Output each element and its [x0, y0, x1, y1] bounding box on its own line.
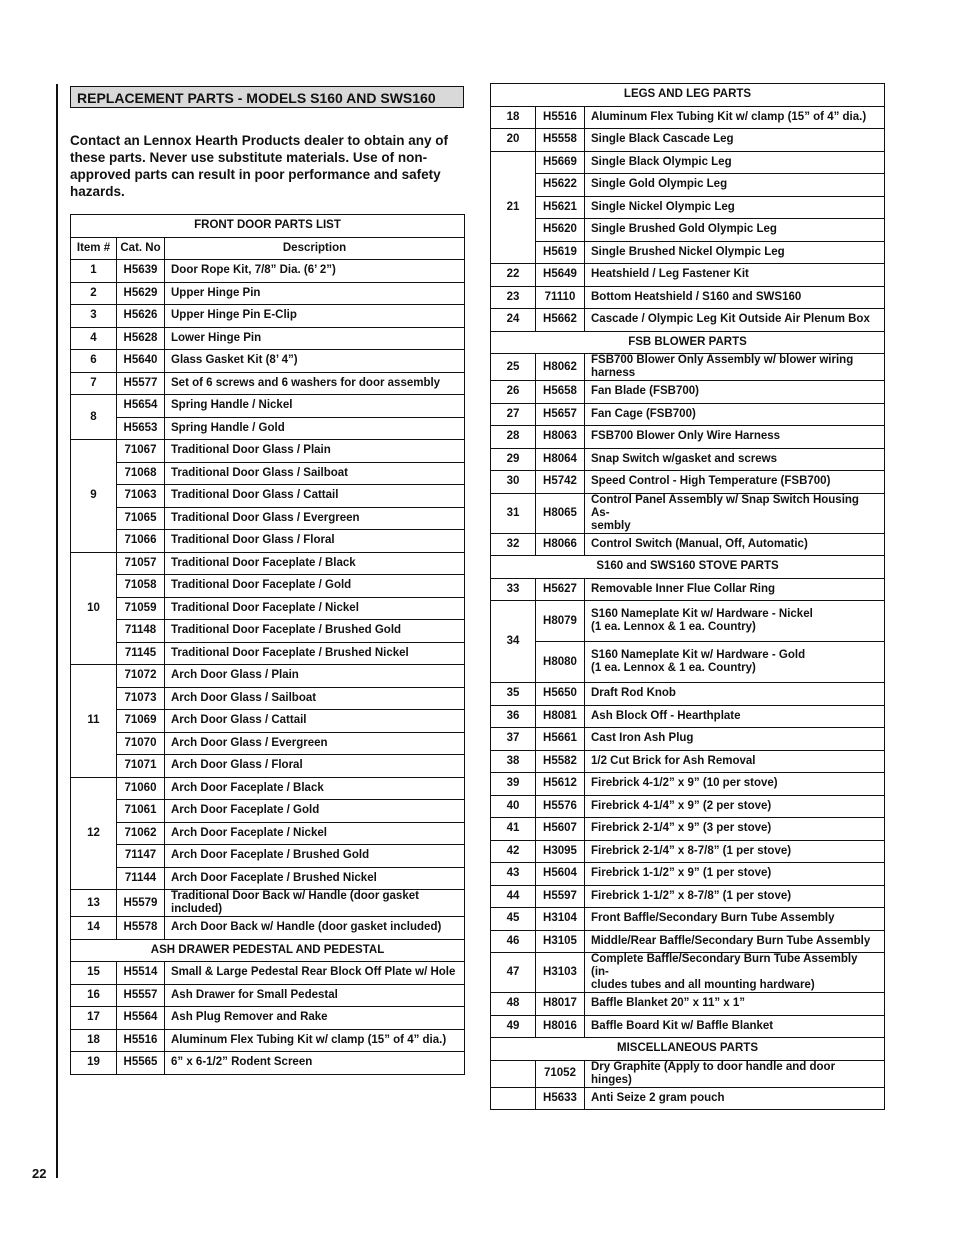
part-description: Arch Door Glass / Cattail [165, 710, 465, 733]
catalog-number: H5633 [536, 1087, 585, 1110]
catalog-number: 71147 [117, 845, 165, 868]
part-description: Upper Hinge Pin E-Clip [165, 305, 465, 328]
catalog-number: H3104 [536, 908, 585, 931]
catalog-number: H8062 [536, 354, 585, 381]
table-row [71, 1029, 465, 1052]
part-description: S160 Nameplate Kit w/ Hardware - Nickel (1 ea. Lennox & 1 ea. Country) [585, 601, 885, 642]
part-description: Arch Door Faceplate / Brushed Gold [165, 845, 465, 868]
part-description: Traditional Door Back w/ Handle (door gasket included) [165, 890, 465, 917]
catalog-number: 71060 [117, 777, 165, 800]
table-row [491, 286, 885, 309]
table-row [71, 822, 465, 845]
table-row [71, 755, 465, 778]
catalog-number: H5640 [117, 350, 165, 373]
catalog-number: H5661 [536, 728, 585, 751]
item-number: 7 [71, 372, 117, 395]
catalog-number: H5565 [117, 1052, 165, 1075]
catalog-number: H5627 [536, 578, 585, 601]
catalog-number: H5650 [536, 683, 585, 706]
catalog-number: H5564 [117, 1007, 165, 1030]
table-row [71, 417, 465, 440]
table-row [491, 863, 885, 886]
catalog-number: H5577 [117, 372, 165, 395]
section-header-row [71, 215, 465, 238]
part-description: Complete Baffle/Secondary Burn Tube Assembly (in- cludes tubes and all mounting hardware) [585, 953, 885, 993]
part-description: Fan Cage (FSB700) [585, 403, 885, 426]
catalog-number: 71062 [117, 822, 165, 845]
part-description: Spring Handle / Gold [165, 417, 465, 440]
table-row [71, 305, 465, 328]
part-description: Spring Handle / Nickel [165, 395, 465, 418]
table-row [491, 953, 885, 993]
part-description: Bottom Heatshield / S160 and SWS160 [585, 286, 885, 309]
catalog-number: H5626 [117, 305, 165, 328]
part-description: Traditional Door Glass / Floral [165, 530, 465, 553]
catalog-number: H5514 [117, 962, 165, 985]
table-row [491, 578, 885, 601]
item-number: 17 [71, 1007, 117, 1030]
item-number: 18 [491, 106, 536, 129]
column-header-row [71, 237, 465, 260]
part-description: Firebrick 4-1/2” x 9” (10 per stove) [585, 773, 885, 796]
catalog-number: 71072 [117, 665, 165, 688]
part-description: Middle/Rear Baffle/Secondary Burn Tube Assembly [585, 930, 885, 953]
catalog-number: H5669 [536, 151, 585, 174]
part-description: Traditional Door Glass / Sailboat [165, 462, 465, 485]
catalog-number: H5516 [536, 106, 585, 129]
item-number: 36 [491, 705, 536, 728]
item-number: 21 [491, 151, 536, 264]
table-row [491, 381, 885, 404]
section-header-row [491, 556, 885, 579]
part-description: Ash Plug Remover and Rake [165, 1007, 465, 1030]
part-description: Set of 6 screws and 6 washers for door assembly [165, 372, 465, 395]
section-header-row [491, 331, 885, 354]
table-row [71, 642, 465, 665]
table-row [491, 993, 885, 1016]
item-number: 24 [491, 309, 536, 332]
item-number: 33 [491, 578, 536, 601]
catalog-number: H5620 [536, 219, 585, 242]
part-description: Arch Door Faceplate / Brushed Nickel [165, 867, 465, 890]
table-row [71, 282, 465, 305]
part-description: Single Black Cascade Leg [585, 129, 885, 152]
table-row [491, 840, 885, 863]
section-heading: LEGS AND LEG PARTS [491, 84, 885, 107]
item-number: 18 [71, 1029, 117, 1052]
part-description: Arch Door Faceplate / Black [165, 777, 465, 800]
catalog-number: H8066 [536, 533, 585, 556]
part-description: Anti Seize 2 gram pouch [585, 1087, 885, 1110]
table-row [491, 196, 885, 219]
table-row [71, 575, 465, 598]
catalog-number: H5658 [536, 381, 585, 404]
item-number: 34 [491, 601, 536, 683]
part-description: Traditional Door Faceplate / Black [165, 552, 465, 575]
part-description: Firebrick 1-1/2” x 8-7/8” (1 per stove) [585, 885, 885, 908]
part-description: Arch Door Back w/ Handle (door gasket included) [165, 917, 465, 940]
table-row [491, 642, 885, 683]
item-number: 12 [71, 777, 117, 890]
catalog-number: 71063 [117, 485, 165, 508]
item-number: 13 [71, 890, 117, 917]
table-row [491, 885, 885, 908]
part-description: Arch Door Glass / Evergreen [165, 732, 465, 755]
item-number: 15 [71, 962, 117, 985]
part-description: Firebrick 4-1/4” x 9” (2 per stove) [585, 795, 885, 818]
section-heading: ASH DRAWER PEDESTAL AND PEDESTAL [71, 939, 465, 962]
item-number: 46 [491, 930, 536, 953]
part-description: Ash Drawer for Small Pedestal [165, 984, 465, 1007]
table-row [71, 777, 465, 800]
table-row [491, 493, 885, 533]
part-description: Removable Inner Flue Collar Ring [585, 578, 885, 601]
item-number: 6 [71, 350, 117, 373]
item-number: 22 [491, 264, 536, 287]
catalog-number: H5653 [117, 417, 165, 440]
catalog-number: 71067 [117, 440, 165, 463]
part-description: Traditional Door Faceplate / Nickel [165, 597, 465, 620]
catalog-number: 71110 [536, 286, 585, 309]
margin-rule [56, 84, 58, 1178]
table-row [491, 795, 885, 818]
item-number: 38 [491, 750, 536, 773]
part-description: Lower Hinge Pin [165, 327, 465, 350]
table-row [71, 1007, 465, 1030]
catalog-number: H5612 [536, 773, 585, 796]
table-row [71, 462, 465, 485]
item-number: 26 [491, 381, 536, 404]
part-description: Aluminum Flex Tubing Kit w/ clamp (15” of 4” dia.) [165, 1029, 465, 1052]
table-row [491, 1015, 885, 1038]
table-row [71, 867, 465, 890]
table-row [491, 773, 885, 796]
catalog-number: H3105 [536, 930, 585, 953]
table-row [71, 917, 465, 940]
catalog-number: 71145 [117, 642, 165, 665]
table-row [491, 533, 885, 556]
part-description: Aluminum Flex Tubing Kit w/ clamp (15” of 4” dia.) [585, 106, 885, 129]
item-number: 49 [491, 1015, 536, 1038]
table-row [491, 174, 885, 197]
catalog-number: H3095 [536, 840, 585, 863]
catalog-number: 71071 [117, 755, 165, 778]
item-number: 3 [71, 305, 117, 328]
table-row [491, 448, 885, 471]
item-number: 29 [491, 448, 536, 471]
table-row [491, 471, 885, 494]
section-heading: FRONT DOOR PARTS LIST [71, 215, 465, 238]
part-description: Firebrick 1-1/2” x 9” (1 per stove) [585, 863, 885, 886]
part-description: Dry Graphite (Apply to door handle and door hinges) [585, 1060, 885, 1087]
item-number: 41 [491, 818, 536, 841]
part-description: Traditional Door Glass / Evergreen [165, 507, 465, 530]
item-number: 1 [71, 260, 117, 283]
catalog-number: 71073 [117, 687, 165, 710]
catalog-number: H5607 [536, 818, 585, 841]
catalog-number: 71052 [536, 1060, 585, 1087]
part-description: Control Panel Assembly w/ Snap Switch Housing As- sembly [585, 493, 885, 533]
part-description: FSB700 Blower Only Wire Harness [585, 426, 885, 449]
part-description: Arch Door Glass / Plain [165, 665, 465, 688]
catalog-number: H8064 [536, 448, 585, 471]
catalog-number: H8080 [536, 642, 585, 683]
catalog-number: 71148 [117, 620, 165, 643]
catalog-number: H5649 [536, 264, 585, 287]
part-description: Traditional Door Glass / Cattail [165, 485, 465, 508]
item-number: 35 [491, 683, 536, 706]
part-description: S160 Nameplate Kit w/ Hardware - Gold (1 ea. Lennox & 1 ea. Country) [585, 642, 885, 683]
left-column [70, 86, 464, 200]
catalog-number: H5621 [536, 196, 585, 219]
part-description: Draft Rod Knob [585, 683, 885, 706]
item-number [491, 1087, 536, 1110]
item-number: 40 [491, 795, 536, 818]
item-number: 48 [491, 993, 536, 1016]
column-header-item: Item # [71, 237, 117, 260]
table-row [491, 309, 885, 332]
catalog-number: H5578 [117, 917, 165, 940]
table-row [71, 800, 465, 823]
part-description: Single Black Olympic Leg [585, 151, 885, 174]
table-row [71, 732, 465, 755]
item-number: 8 [71, 395, 117, 440]
section-heading: FSB BLOWER PARTS [491, 331, 885, 354]
table-row [491, 683, 885, 706]
table-row [71, 890, 465, 917]
intro-paragraph: Contact an Lennox Hearth Products dealer to obtain any of these parts. Never use substitute materials. Use of non-approved parts can result in poor performance and safety hazards. [70, 133, 449, 199]
item-number: 31 [491, 493, 536, 533]
catalog-number: H5662 [536, 309, 585, 332]
section-heading: S160 and SWS160 STOVE PARTS [491, 556, 885, 579]
part-description: Traditional Door Glass / Plain [165, 440, 465, 463]
table-row [71, 597, 465, 620]
item-number: 44 [491, 885, 536, 908]
table-row [491, 403, 885, 426]
catalog-number: H5516 [117, 1029, 165, 1052]
item-number: 2 [71, 282, 117, 305]
part-description: Small & Large Pedestal Rear Block Off Plate w/ Hole [165, 962, 465, 985]
item-number: 43 [491, 863, 536, 886]
front-door-parts-table [70, 214, 465, 1075]
part-description: Snap Switch w/gasket and screws [585, 448, 885, 471]
table-row [71, 962, 465, 985]
table-row [491, 601, 885, 642]
table-row [491, 151, 885, 174]
part-description: FSB700 Blower Only Assembly w/ blower wiring harness [585, 354, 885, 381]
part-description: Cascade / Olympic Leg Kit Outside Air Plenum Box [585, 309, 885, 332]
catalog-number: H5576 [536, 795, 585, 818]
item-number: 27 [491, 403, 536, 426]
catalog-number: H8016 [536, 1015, 585, 1038]
part-description: Glass Gasket Kit (8’ 4”) [165, 350, 465, 373]
item-number: 20 [491, 129, 536, 152]
item-number: 32 [491, 533, 536, 556]
table-row [71, 507, 465, 530]
part-description: 6” x 6-1/2” Rodent Screen [165, 1052, 465, 1075]
catalog-number: 71069 [117, 710, 165, 733]
item-number: 37 [491, 728, 536, 751]
table-row [491, 426, 885, 449]
part-description: Upper Hinge Pin [165, 282, 465, 305]
item-number: 47 [491, 953, 536, 993]
part-description: Control Switch (Manual, Off, Automatic) [585, 533, 885, 556]
catalog-number: H8081 [536, 705, 585, 728]
section-heading: MISCELLANEOUS PARTS [491, 1038, 885, 1061]
table-row [71, 395, 465, 418]
section-header-row [71, 939, 465, 962]
item-number: 45 [491, 908, 536, 931]
item-number: 39 [491, 773, 536, 796]
part-description: Speed Control - High Temperature (FSB700) [585, 471, 885, 494]
catalog-number: H5742 [536, 471, 585, 494]
part-description: Baffle Board Kit w/ Baffle Blanket [585, 1015, 885, 1038]
section-header-row [491, 1038, 885, 1061]
table-row [71, 350, 465, 373]
catalog-number: H5582 [536, 750, 585, 773]
table-row [491, 930, 885, 953]
part-description: Front Baffle/Secondary Burn Tube Assembly [585, 908, 885, 931]
table-row [491, 1087, 885, 1110]
catalog-number: H5622 [536, 174, 585, 197]
item-number: 11 [71, 665, 117, 778]
catalog-number: 71058 [117, 575, 165, 598]
table-row [71, 620, 465, 643]
part-description: Heatshield / Leg Fastener Kit [585, 264, 885, 287]
item-number: 19 [71, 1052, 117, 1075]
catalog-number: H5597 [536, 885, 585, 908]
item-number: 30 [491, 471, 536, 494]
table-row [491, 129, 885, 152]
catalog-number: H5579 [117, 890, 165, 917]
table-row [491, 219, 885, 242]
item-number: 23 [491, 286, 536, 309]
catalog-number: 71144 [117, 867, 165, 890]
catalog-number: H5639 [117, 260, 165, 283]
table-row [71, 440, 465, 463]
table-row [491, 241, 885, 264]
table-row [71, 372, 465, 395]
table-row [491, 106, 885, 129]
table-row [71, 687, 465, 710]
part-description: Single Brushed Nickel Olympic Leg [585, 241, 885, 264]
part-description: Arch Door Glass / Sailboat [165, 687, 465, 710]
item-number: 14 [71, 917, 117, 940]
table-row [71, 327, 465, 350]
table-row [491, 908, 885, 931]
part-description: Fan Blade (FSB700) [585, 381, 885, 404]
catalog-number: H8017 [536, 993, 585, 1016]
part-description: Single Nickel Olympic Leg [585, 196, 885, 219]
table-row [71, 260, 465, 283]
table-row [71, 984, 465, 1007]
table-row [71, 552, 465, 575]
part-description: Cast Iron Ash Plug [585, 728, 885, 751]
item-number [491, 1060, 536, 1087]
catalog-number: 71070 [117, 732, 165, 755]
table-row [491, 818, 885, 841]
part-description: Traditional Door Faceplate / Brushed Gold [165, 620, 465, 643]
table-row [71, 665, 465, 688]
part-description: Ash Block Off - Hearthplate [585, 705, 885, 728]
part-description: Baffle Blanket 20” x 11” x 1” [585, 993, 885, 1016]
table-row [491, 354, 885, 381]
catalog-number: H5619 [536, 241, 585, 264]
catalog-number: H8065 [536, 493, 585, 533]
section-title: REPLACEMENT PARTS - MODELS S160 AND SWS160 [70, 86, 464, 108]
table-row [71, 1052, 465, 1075]
catalog-number: H3103 [536, 953, 585, 993]
column-header-description: Description [165, 237, 465, 260]
part-description: Door Rope Kit, 7/8” Dia. (6’ 2”) [165, 260, 465, 283]
item-number: 42 [491, 840, 536, 863]
table-row [71, 710, 465, 733]
part-description: 1/2 Cut Brick for Ash Removal [585, 750, 885, 773]
right-table-body [491, 84, 885, 1110]
part-description: Arch Door Faceplate / Nickel [165, 822, 465, 845]
catalog-number: H5604 [536, 863, 585, 886]
part-description: Arch Door Glass / Floral [165, 755, 465, 778]
part-description: Firebrick 2-1/4” x 8-7/8” (1 per stove) [585, 840, 885, 863]
catalog-number: 71061 [117, 800, 165, 823]
item-number: 9 [71, 440, 117, 553]
item-number: 10 [71, 552, 117, 665]
part-description: Single Brushed Gold Olympic Leg [585, 219, 885, 242]
item-number: 4 [71, 327, 117, 350]
catalog-number: H5654 [117, 395, 165, 418]
table-row [71, 845, 465, 868]
table-row [71, 530, 465, 553]
parts-table-right [490, 83, 885, 1110]
catalog-number: 71065 [117, 507, 165, 530]
catalog-number: 71059 [117, 597, 165, 620]
table-row [491, 750, 885, 773]
table-row [491, 705, 885, 728]
table-row [491, 264, 885, 287]
part-description: Single Gold Olympic Leg [585, 174, 885, 197]
catalog-number: 71066 [117, 530, 165, 553]
column-header-cat: Cat. No [117, 237, 165, 260]
catalog-number: H5558 [536, 129, 585, 152]
page-number: 22 [32, 1166, 47, 1181]
catalog-number: H5629 [117, 282, 165, 305]
catalog-number: H8079 [536, 601, 585, 642]
catalog-number: 71068 [117, 462, 165, 485]
section-header-row [491, 84, 885, 107]
table-row [491, 1060, 885, 1087]
catalog-number: H5557 [117, 984, 165, 1007]
catalog-number: 71057 [117, 552, 165, 575]
table-row [71, 485, 465, 508]
catalog-number: H5628 [117, 327, 165, 350]
catalog-number: H8063 [536, 426, 585, 449]
item-number: 16 [71, 984, 117, 1007]
item-number: 25 [491, 354, 536, 381]
table-row [491, 728, 885, 751]
part-description: Traditional Door Faceplate / Brushed Nickel [165, 642, 465, 665]
part-description: Arch Door Faceplate / Gold [165, 800, 465, 823]
part-description: Firebrick 2-1/4” x 9” (3 per stove) [585, 818, 885, 841]
item-number: 28 [491, 426, 536, 449]
catalog-number: H5657 [536, 403, 585, 426]
part-description: Traditional Door Faceplate / Gold [165, 575, 465, 598]
left-table-body [71, 215, 465, 1075]
